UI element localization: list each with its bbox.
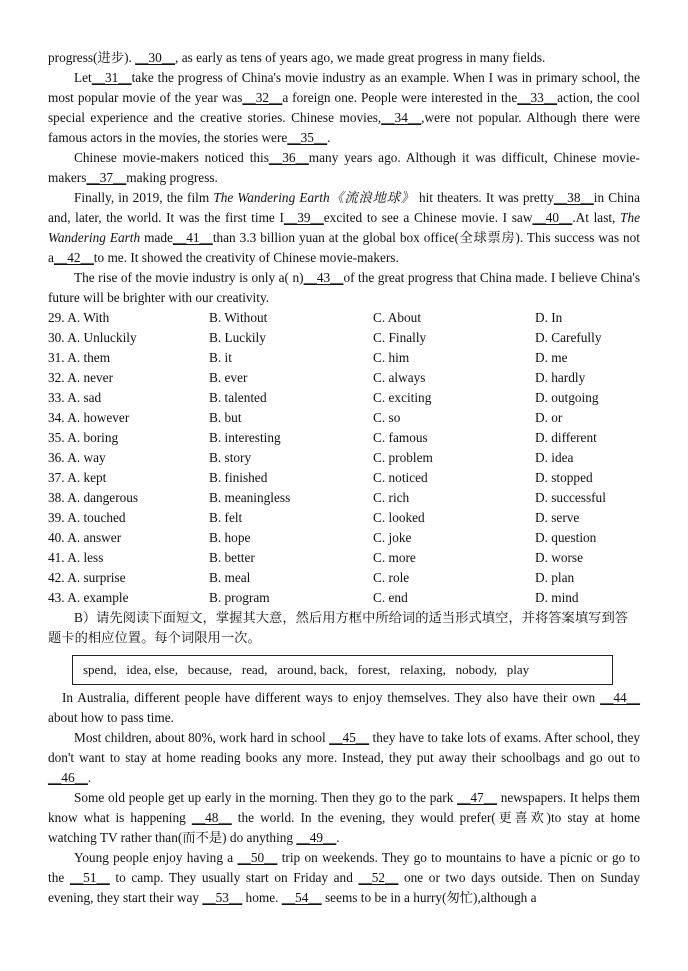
cloze-passage-a [48,48,640,308]
word-box-gap [267,660,277,680]
option-choice: D. me [535,350,568,365]
word-box-gap [178,660,188,680]
text: home. [242,890,282,905]
film-title-cn: 《流浪地球》 [329,190,415,205]
text: one or two days outside. Then on Sunday evening, they start their way [48,870,640,905]
option-choice: 32. A. never [48,370,113,385]
option-choice: 39. A. touched [48,510,126,525]
text: to camp. They usually start on Friday and [109,870,359,885]
word-box-gap [232,660,242,680]
option-row [48,428,648,448]
option-choice: D. idea [535,450,574,465]
passage-paragraph [48,788,640,848]
option-row [48,528,648,548]
blank-54: __54__ [281,890,322,905]
word-box-gap [348,660,358,680]
passage-paragraph [48,268,640,308]
blank-39: __39__ [283,210,324,225]
option-choice: 30. A. Unluckily [48,330,137,345]
option-row [48,348,648,368]
text: hit theaters. It was pretty [414,190,554,205]
word-box-gap [497,660,507,680]
option-choice: C. exciting [373,390,432,405]
option-choice: B. interesting [209,430,281,445]
text: made [140,230,173,245]
blank-46: __46__ [48,770,88,785]
option-choice: B. hope [209,530,251,545]
blank-51: __51__ [69,870,110,885]
word-box-item: because, [187,662,233,677]
option-choice: D. worse [535,550,584,565]
instruction-text: B）请先阅读下面短文，掌握其大意，然后用方框中所给词的适当形式填空，并将答案填写到答题卡的相应位置。每个词限用一次。 [48,610,629,645]
option-row [48,508,648,528]
word-box-item: read, [241,662,268,677]
option-choice: D. outgoing [535,390,599,405]
option-choice: 40. A. answer [48,530,122,545]
option-choice: B. talented [209,390,267,405]
text: , as early as tens of years ago, we made great progress in many fields. [175,50,546,65]
text: Some old people get up early in the morning. Then they go to the park [74,790,458,805]
option-choice: 41. A. less [48,550,104,565]
option-choice: B. program [209,590,270,605]
option-choice: 34. A. however [48,410,130,425]
blank-47: __47__ [457,790,497,805]
option-choice: C. famous [373,430,428,445]
passage-paragraph [48,68,640,148]
word-box-item: play [506,662,530,677]
option-choice: 42. A. surprise [48,570,126,585]
blank-48: __48__ [191,810,232,825]
blank-50: __50__ [237,850,278,865]
option-choice: D. Carefully [535,330,602,345]
word-box-item: spend, [83,662,117,677]
text: to me. It showed the creativity of Chinese movie-makers. [93,250,399,265]
blank-41: __41__ [172,230,213,245]
passage-b [48,688,640,908]
text: . [327,130,331,145]
text: The rise of the movie industry is only a( n) [74,270,304,285]
option-choice: D. mind [535,590,579,605]
blank-42: __42__ [53,250,94,265]
text: Finally, in 2019, the film [74,190,214,205]
blank-43: __43__ [303,270,344,285]
blank-33: __33__ [517,90,558,105]
option-choice: B. meaningless [209,490,291,505]
option-row [48,388,648,408]
option-choice: D. serve [535,510,580,525]
word-box-gap [446,660,456,680]
option-choice: B. it [209,350,232,365]
option-choice: C. role [373,570,410,585]
text: making progress. [126,170,218,185]
text: many years ago. Although it was difficult, Chinese movie-makers [48,150,640,185]
text: Most children, about 80%, work hard in school [74,730,330,745]
option-row [48,448,648,468]
passage-paragraph [48,48,640,68]
option-row [48,328,648,348]
blank-34: __34__ [381,110,422,125]
option-choice: D. question [535,530,597,545]
passage-paragraph [48,148,640,188]
option-choice: C. rich [373,490,410,505]
blank-44: __44__ [600,690,640,705]
option-choice: B. but [209,410,242,425]
option-choice: 35. A. boring [48,430,119,445]
option-choice: 38. A. dangerous [48,490,139,505]
option-choice: B. ever [209,370,248,385]
option-choice: B. better [209,550,255,565]
word-box-item: nobody, [455,662,497,677]
text: than 3.3 billion yuan at the global box office(全球票房). This success was not a [48,230,640,265]
text: excited to see a Chinese movie. I saw [323,210,533,225]
option-choice: 33. A. sad [48,390,102,405]
text: Young people enjoy having a [74,850,238,865]
option-choice: 29. A. With [48,310,110,325]
passage-paragraph [48,848,640,908]
option-row [48,588,648,608]
word-box-item: relaxing, [399,662,446,677]
blank-52: __52__ [358,870,399,885]
word-box-item: around, back, [277,662,348,677]
option-row [48,368,648,388]
option-choice: C. Finally [373,330,427,345]
text: a foreign one. People were interested in the [282,90,518,105]
option-choice: C. more [373,550,416,565]
option-choice: D. or [535,410,563,425]
word-box-item: idea, else, [126,662,178,677]
option-choice: B. Without [209,310,268,325]
option-choice: C. so [373,410,401,425]
text: ,were not popular. Although there were famous actors in the movies, the stories were [48,110,640,145]
option-choice: B. Luckily [209,330,266,345]
blank-45: __45__ [329,730,370,745]
blank-36: __36__ [268,150,309,165]
option-choice: D. stopped [535,470,593,485]
option-choice: B. story [209,450,252,465]
answer-options [48,308,648,608]
option-choice: D. hardly [535,370,586,385]
text: the world. In the evening, they would prefer(更喜欢)to stay at home watching TV rather than(而不是) do anything [48,810,640,845]
option-choice: C. About [373,310,422,325]
word-box-gap [390,660,400,680]
text: trip on weekends. They go to mountains to have a picnic or go to the [48,850,640,885]
section-b-instruction [48,608,640,648]
option-choice: D. successful [535,490,606,505]
text: Chinese movie-makers noticed this [74,150,269,165]
text: about how to pass time. [48,710,174,725]
film-title: The Wandering Earth [213,190,330,205]
option-choice: C. end [373,590,408,605]
word-box [72,655,613,685]
text: .At last, [572,210,621,225]
word-box-item: forest, [357,662,391,677]
blank-53: __53__ [202,890,243,905]
option-choice: C. problem [373,450,433,465]
option-choice: C. him [373,350,410,365]
text: newspapers. It helps them know what is happening [48,790,640,825]
word-box-gap [117,660,127,680]
option-choice: 36. A. way [48,450,106,465]
option-choice: 31. A. them [48,350,111,365]
passage-paragraph [48,728,640,788]
blank-40: __40__ [532,210,573,225]
blank-31: __31__ [91,70,132,85]
blank-38: __38__ [553,190,594,205]
blank-37: __37__ [86,170,127,185]
text: In Australia, different people have different ways to enjoy themselves. They also have their own [62,690,601,705]
option-choice: D. In [535,310,563,325]
blank-35: __35__ [287,130,328,145]
option-choice: 43. A. example [48,590,129,605]
option-row [48,548,648,568]
option-choice: C. joke [373,530,412,545]
text: of the great progress that China made. I believe China's future will be brighter with our creativity. [48,270,640,305]
passage-paragraph [48,688,640,728]
text: in China and, later, the world. It was the first time I [48,190,640,225]
option-choice: B. finished [209,470,268,485]
text: they have to take lots of exams. After school, they don't want to stay at home reading books any more. Instead, they put away their schoolbags and go out to [48,730,641,765]
text: seems to be in a hurry(匆忙),although a [321,890,537,905]
option-row [48,468,648,488]
option-choice: B. meal [209,570,251,585]
text: take the progress of China's movie industry as an example. When I was in primary school, the most popular movie of the year was [48,70,640,105]
text: . [336,830,340,845]
option-choice: D. plan [535,570,575,585]
option-choice: C. always [373,370,426,385]
option-choice: 37. A. kept [48,470,107,485]
option-choice: C. looked [373,510,425,525]
text: Let [74,70,92,85]
text: action, the cool special experience and the creative stories. Chinese movies, [48,90,640,125]
option-row [48,308,648,328]
blank-49: __49__ [296,830,337,845]
option-row [48,408,648,428]
option-choice: B. felt [209,510,243,525]
option-row [48,488,648,508]
option-choice: C. noticed [373,470,428,485]
blank-30: __30__ [135,50,176,65]
text: progress(进步). [48,50,136,65]
text: . [87,770,92,785]
film-title: The Wandering Earth [48,210,640,245]
option-choice: D. different [535,430,597,445]
option-row [48,568,648,588]
blank-32: __32__ [242,90,283,105]
passage-paragraph [48,188,640,268]
